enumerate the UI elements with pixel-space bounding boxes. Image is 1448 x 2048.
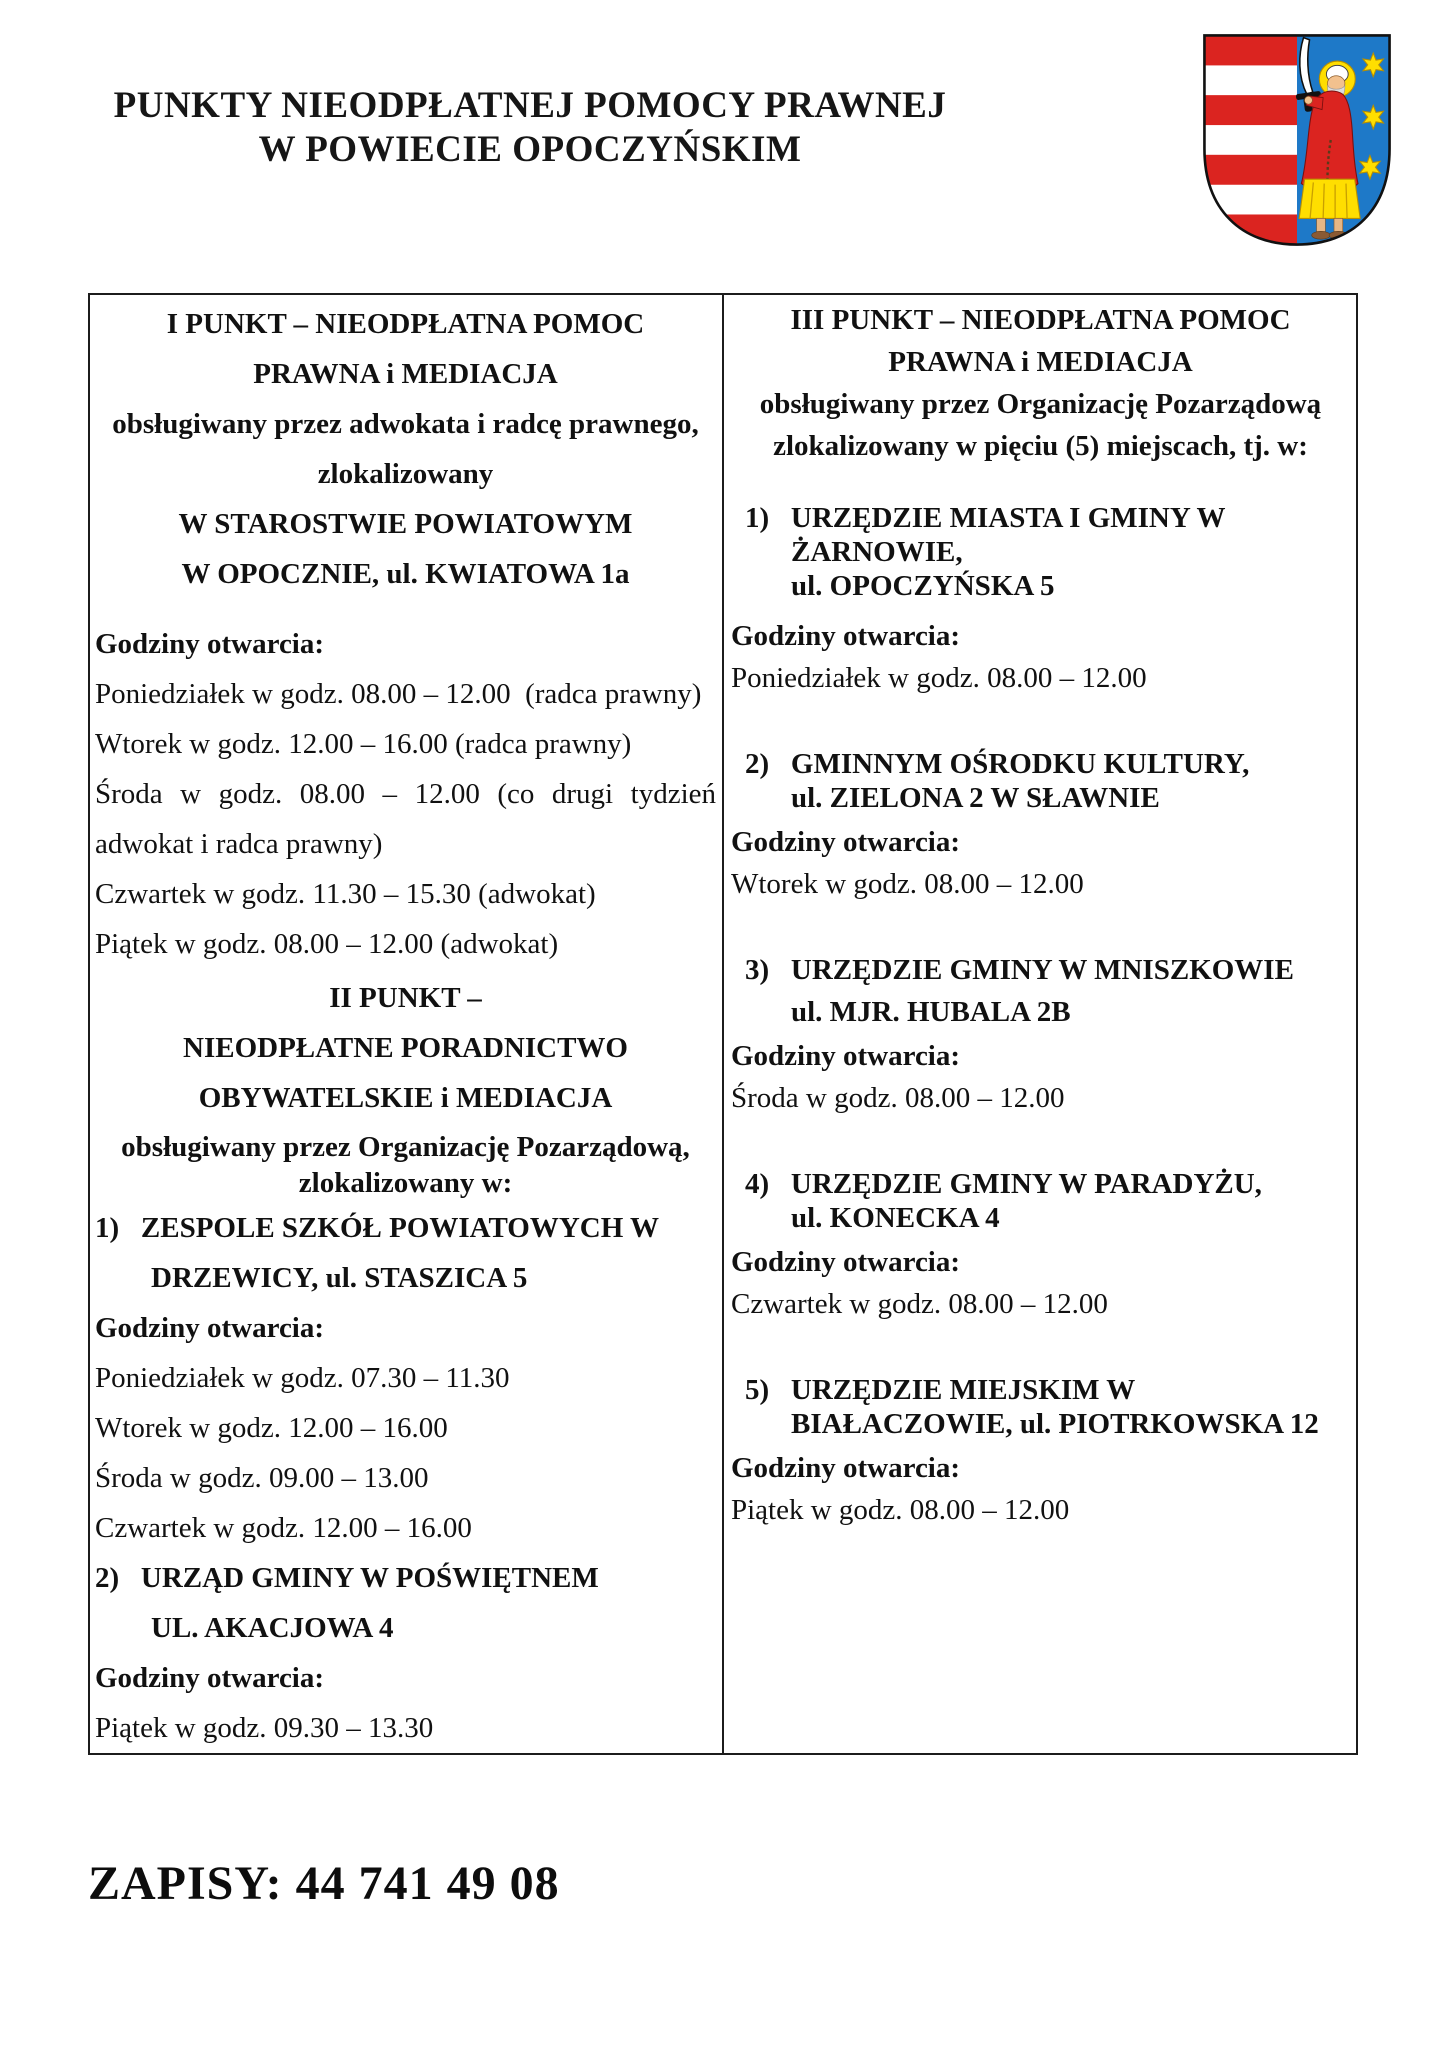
table-line: Piątek w godz. 09.30 – 13.30 [95, 1712, 434, 1744]
table-line: II PUNKT – [329, 982, 482, 1014]
table-line: Godziny otwarcia: [731, 826, 961, 858]
table-line: W OPOCZNIE, ul. KWIATOWA 1a [181, 558, 630, 590]
table-line: BIAŁACZOWIE, ul. PIOTRKOWSKA 12 [791, 1408, 1319, 1440]
table-line: Czwartek w godz. 08.00 – 12.00 [731, 1288, 1108, 1320]
table-line: DRZEWICY, ul. STASZICA 5 [151, 1262, 528, 1294]
table-line: Czwartek w godz. 12.00 – 16.00 [95, 1512, 472, 1544]
table-line: OBYWATELSKIE i MEDIACJA [198, 1082, 613, 1114]
table-line: ul. ZIELONA 2 W SŁAWNIE [791, 782, 1160, 814]
table-line: 2) GMINNYM OŚRODKU KULTURY, [745, 748, 1250, 780]
table-column-right [724, 295, 1356, 1753]
table-line: Godziny otwarcia: [731, 620, 961, 652]
table-line: Godziny otwarcia: [95, 1312, 325, 1344]
table-line: 4) URZĘDZIE GMINY W PARADYŻU, [745, 1168, 1262, 1200]
table-line: PRAWNA i MEDIACJA [253, 358, 558, 390]
table-line: UL. AKACJOWA 4 [151, 1612, 394, 1644]
table-line: 2) URZĄD GMINY W POŚWIĘTNEM [95, 1562, 599, 1594]
table-line: Piątek w godz. 08.00 – 12.00 (adwokat) [95, 928, 559, 960]
table-line: Piątek w godz. 08.00 – 12.00 [731, 1494, 1070, 1526]
table-line: 3) URZĘDZIE GMINY W MNISZKOWIE [745, 954, 1294, 986]
table-line: zlokalizowany [317, 458, 494, 490]
table-line: NIEODPŁATNE PORADNICTWO [183, 1032, 628, 1064]
registration-phone: ZAPISY: 44 741 49 08 [88, 1857, 560, 1910]
table-line: Godziny otwarcia: [731, 1452, 961, 1484]
table-line: PRAWNA i MEDIACJA [888, 346, 1193, 378]
table-line: 1) ZESPOLE SZKÓŁ POWIATOWYCH W [95, 1212, 659, 1244]
table-line: Godziny otwarcia: [95, 628, 325, 660]
table-line: Wtorek w godz. 08.00 – 12.00 [731, 868, 1084, 900]
table-line: obsługiwany przez adwokata i radcę prawnego, [112, 408, 699, 440]
table-line: Poniedziałek w godz. 08.00 – 12.00 (radca prawny) [95, 678, 702, 710]
table-line: I PUNKT – NIEODPŁATNA POMOC [166, 308, 645, 340]
table-line: ŻARNOWIE, [791, 536, 963, 568]
page-title-line2: W POWIECIE OPOCZYŃSKIM [258, 129, 802, 170]
table-line: ul. MJR. HUBALA 2B [791, 996, 1071, 1028]
table-line: obsługiwany przez Organizację Pozarządową [759, 388, 1322, 420]
table-line: Środa w godz. 08.00 – 12.00 [731, 1082, 1065, 1114]
page-title [0, 0, 1060, 172]
table-line: Czwartek w godz. 11.30 – 15.30 (adwokat) [95, 878, 596, 910]
table-line: III PUNKT – NIEODPŁATNA POMOC [790, 304, 1291, 336]
table-line: Wtorek w godz. 12.00 – 16.00 [95, 1412, 448, 1444]
table-line: Wtorek w godz. 12.00 – 16.00 (radca prawny) [95, 728, 632, 760]
table-line: 1) URZĘDZIE MIASTA I GMINY W [745, 502, 1226, 534]
table-line: Środa w godz. 09.00 – 13.00 [95, 1462, 429, 1494]
table-line: Środa w godz. 08.00 – 12.00 (co drugi tydzień [95, 778, 716, 810]
table-line: Poniedziałek w godz. 07.30 – 11.30 [95, 1362, 510, 1394]
table-line: obsługiwany przez Organizację Pozarządową, [121, 1131, 690, 1163]
table-line: Godziny otwarcia: [95, 1662, 325, 1694]
table-line: zlokalizowany w pięciu (5) miejscach, tj. w: [773, 430, 1308, 462]
table-line: Godziny otwarcia: [731, 1246, 961, 1278]
table-line: W STAROSTWIE POWIATOWYM [178, 508, 633, 540]
page-title-line1: PUNKTY NIEODPŁATNEJ POMOCY PRAWNEJ [113, 85, 947, 126]
table-line: 5) URZĘDZIE MIEJSKIM W [745, 1374, 1136, 1406]
table-line: ul. OPOCZYŃSKA 5 [791, 570, 1055, 602]
coat-of-arms [1199, 31, 1395, 249]
coat-of-arms-shield-icon [1199, 31, 1395, 249]
table-line: Poniedziałek w godz. 08.00 – 12.00 [731, 662, 1147, 694]
table-line: zlokalizowany w: [298, 1167, 513, 1199]
info-table [88, 293, 1358, 1755]
table-column-left [90, 295, 724, 1753]
table-line: Godziny otwarcia: [731, 1040, 961, 1072]
table-line: ul. KONECKA 4 [791, 1202, 1000, 1234]
header [0, 0, 1448, 172]
table-line: adwokat i radca prawny) [95, 828, 383, 860]
